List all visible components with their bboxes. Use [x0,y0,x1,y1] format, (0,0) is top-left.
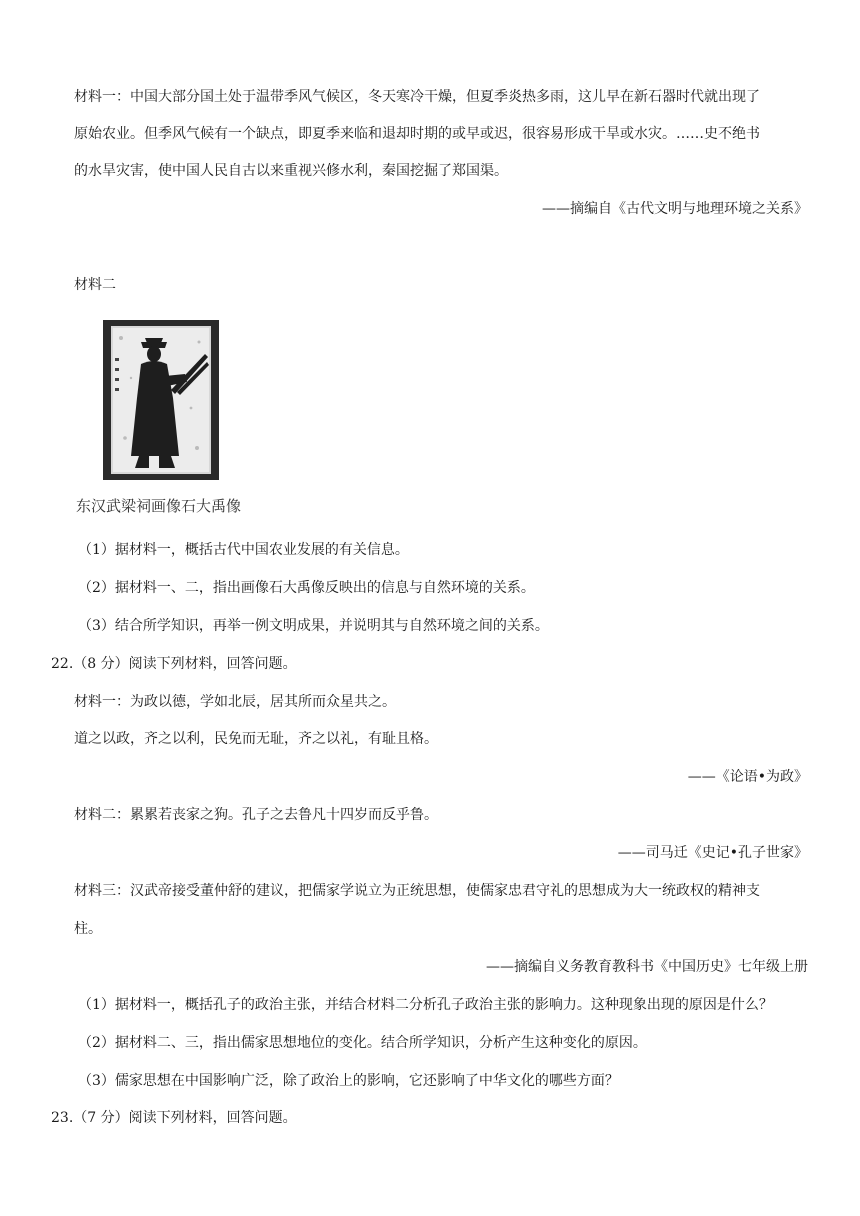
q21-question-1: （1）据材料一，概括古代中国农业发展的有关信息。 [78,542,409,558]
q22-material-2: 材料二：累累若丧家之狗。孔子之去鲁凡十四岁而反乎鲁。 [74,807,438,823]
q23-heading: 23.（7 分）阅读下列材料，回答问题。 [51,1110,297,1126]
q22-question-3: （3）儒家思想在中国影响广泛，除了政治上的影响，它还影响了中华文化的哪些方面？ [78,1073,619,1089]
q22-material-3-line-2: 柱。 [74,921,102,937]
q21-question-3: （3）结合所学知识，再举一例文明成果，并说明其与自然环境之间的关系。 [78,618,549,634]
figure-caption: 东汉武梁祠画像石大禹像 [76,497,242,515]
q21-material-1-line-1: 材料一：中国大部分国土处于温带季风气候区，冬天寒冷干燥，但夏季炎热多雨，这儿早在新石器时代就出现了 [74,89,760,105]
q21-material-2-label: 材料二 [74,277,116,293]
q22-question-1: （1）据材料一，概括孔子的政治主张，并结合材料二分析孔子政治主张的影响力。这种现象出现的原因是什么？ [78,997,773,1013]
q22-heading: 22.（8 分）阅读下列材料，回答问题。 [51,656,297,672]
q22-material-2-source: ——司马迁《史记•孔子世家》 [617,845,808,861]
q22-material-1-source: ——《论语•为政》 [687,769,808,785]
q21-question-2: （2）据材料一、二，指出画像石大禹像反映出的信息与自然环境的关系。 [78,580,535,596]
q22-material-3-line-1: 材料三：汉武帝接受董仲舒的建议，把儒家学说立为正统思想，使儒家忠君守礼的思想成为大一统政权的精神支 [74,883,760,899]
q22-material-1-line-1: 材料一：为政以德，学如北辰，居其所而众星共之。 [74,694,396,710]
q22-material-3-source: ——摘编自义务教育教科书《中国历史》七年级上册 [486,959,808,975]
q21-material-1-line-2: 原始农业。但季风气候有一个缺点，即夏季来临和退却时期的或早或迟，很容易形成干旱或水灾。……史不绝书 [74,126,760,142]
q21-material-1-source: ——摘编自《古代文明与地理环境之关系》 [542,201,808,217]
dayu-stone-relief-image [101,318,221,482]
q22-material-1-line-2: 道之以政，齐之以利，民免而无耻，齐之以礼，有耻且格。 [74,731,438,747]
q22-question-2: （2）据材料二、三，指出儒家思想地位的变化。结合所学知识，分析产生这种变化的原因。 [78,1035,647,1051]
q21-material-1-line-3: 的水旱灾害，使中国人民自古以来重视兴修水利，秦国挖掘了郑国渠。 [74,163,508,179]
